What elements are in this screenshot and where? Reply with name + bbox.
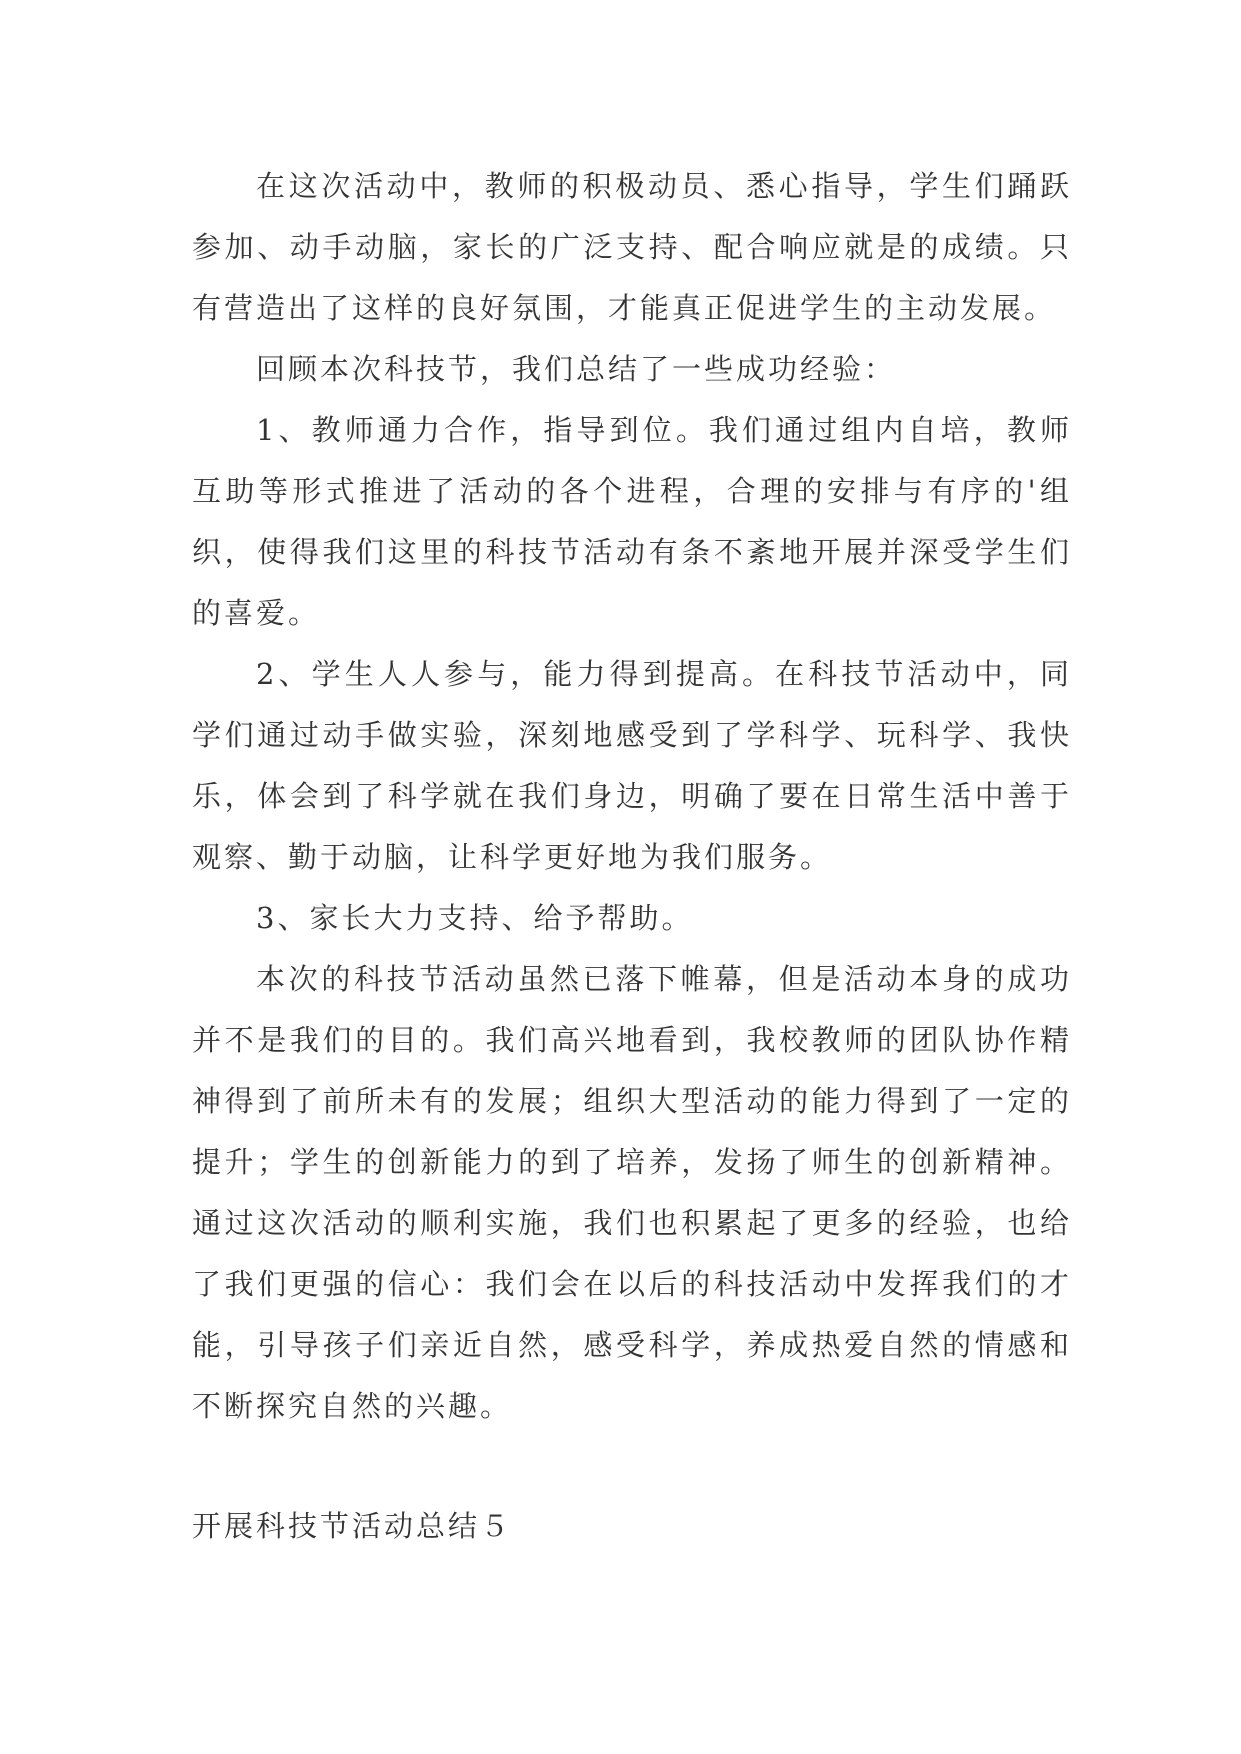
- document-body: [192, 156, 1072, 1437]
- paragraph-experience-1: 1、教师通力合作，指导到位。我们通过组内自培，教师互助等形式推进了活动的各个进程，合理的安排与有序的'组织，使得我们这里的科技节活动有条不紊地开展并深受学生们的喜爱。: [192, 413, 1072, 630]
- paragraph-experience-3: 3、家长大力支持、给予帮助。: [256, 901, 694, 935]
- section-title: 开展科技节活动总结５: [192, 1509, 513, 1543]
- paragraph-summary-intro: 在这次活动中，教师的积极动员、悉心指导，学生们踊跃参加、动手动脑，家长的广泛支持、配合响应就是的成绩。只有营造出了这样的良好氛围，才能真正促进学生的主动发展。: [192, 169, 1072, 325]
- paragraph-experience-2: 2、学生人人参与，能力得到提高。在科技节活动中，同学们通过动手做实验，深刻地感受到了学科学、玩科学、我快乐，体会到了科学就在我们身边，明确了要在日常生活中善于观察、勤于动脑，让科学更好地为我们服务。: [192, 657, 1072, 874]
- paragraph-review-heading: 回顾本次科技节，我们总结了一些成功经验：: [256, 352, 897, 386]
- paragraph-conclusion: 本次的科技节活动虽然已落下帷幕，但是活动本身的成功并不是我们的目的。我们高兴地看到，我校教师的团队协作精神得到了前所未有的发展；组织大型活动的能力得到了一定的提升；学生的创新能力的到了培养，发扬了师生的创新精神。通过这次活动的顺利实施，我们也积累起了更多的经验，也给了我们更强的信心：我们会在以后的科技活动中发挥我们的才能，引导孩子们亲近自然，感受科学，养成热爱自然的情感和不断探究自然的兴趣。: [192, 962, 1072, 1423]
